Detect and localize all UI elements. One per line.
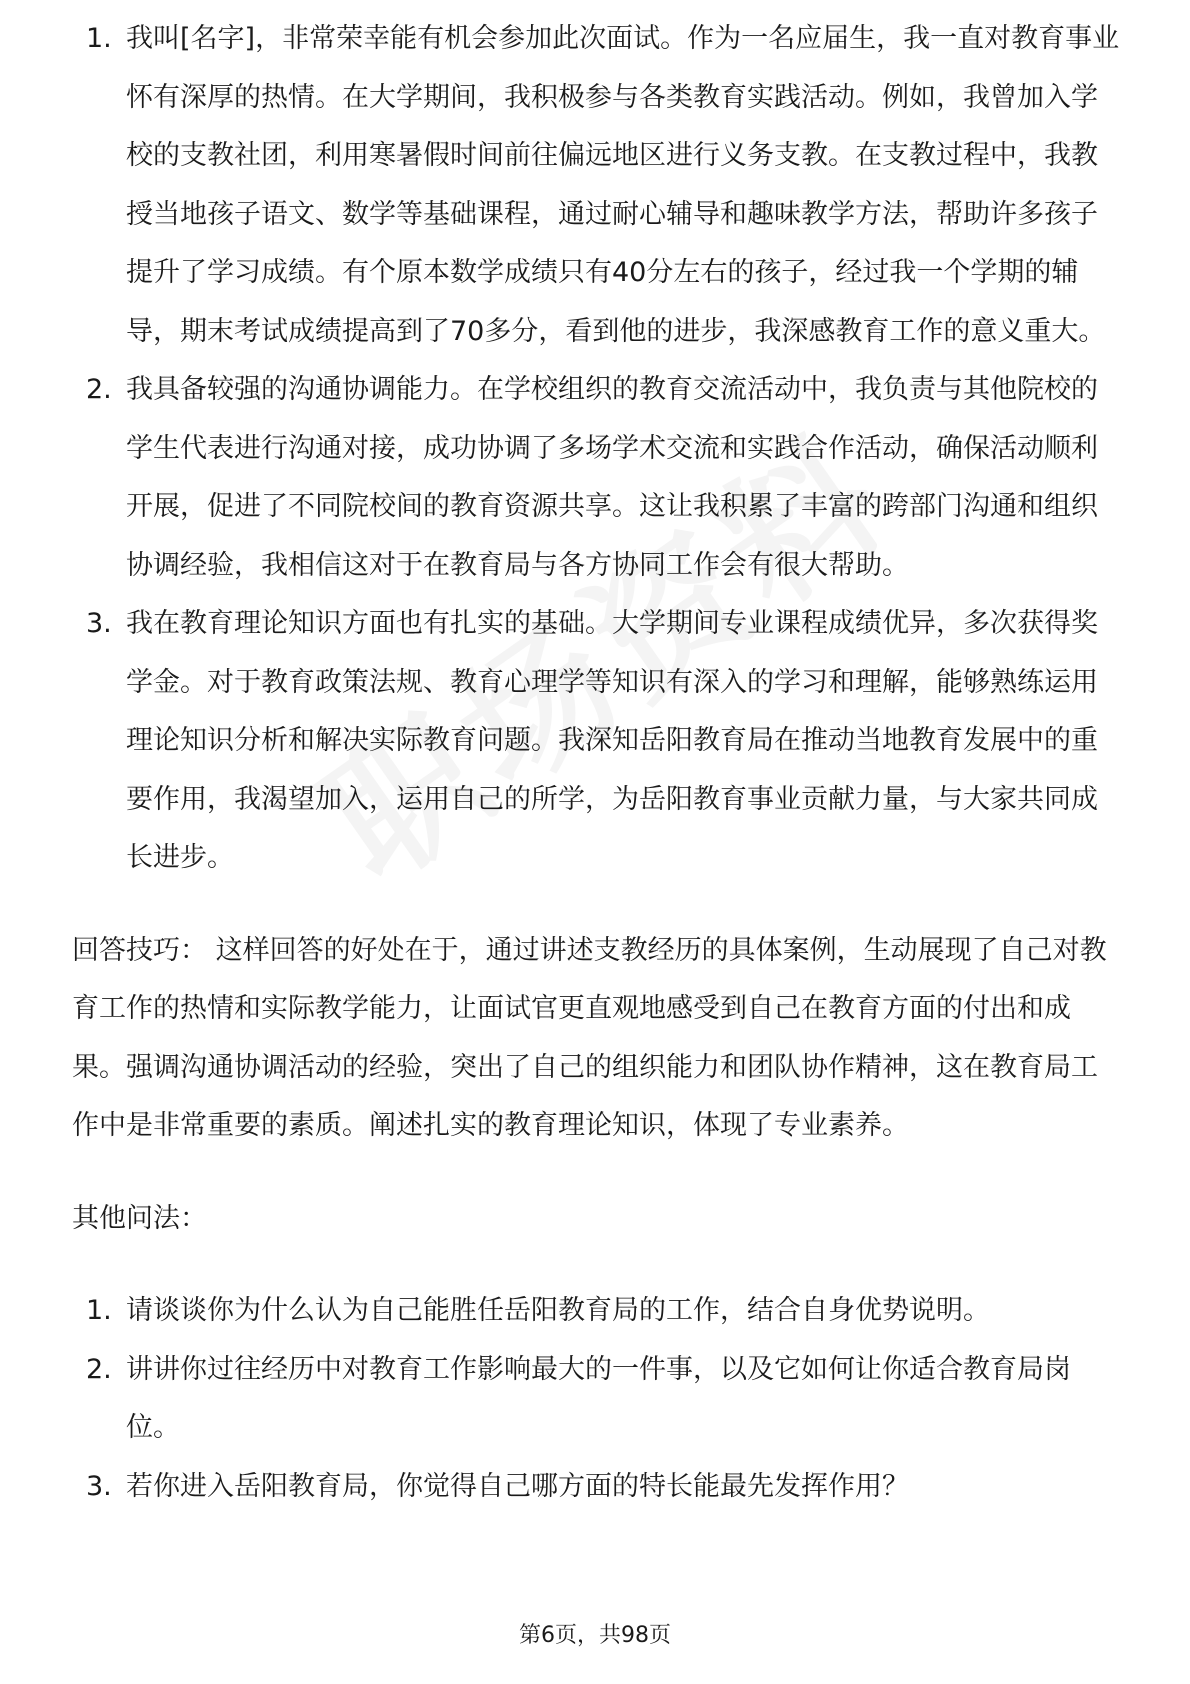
answer-item-text: 我叫[名字]，非常荣幸能有机会参加此次面试。作为一名应届生，我一直对教育事业怀有深厚的热情。在大学期间，我积极参与各类教育实践活动。例如，我曾加入学校的支教社团，利用寒暑假时间前往偏远地区进行义务支教。在支教过程中，我教授当地孩子语文、数学等基础课程，通过耐心辅导和趣味教学方法，帮助许多孩子提升了学习成绩。有个原本数学成绩只有40分左右的孩子，经过我一个学期的辅导，期末考试成绩提高到了70多分，看到他的进步，我深感教育工作的意义重大。 [126, 23, 1120, 347]
tip-label: 回答技巧： [72, 934, 207, 966]
list-number: 1. [86, 1295, 112, 1326]
question-text: 讲讲你过往经历中对教育工作影响最大的一件事，以及它如何让你适合教育局岗位。 [126, 1353, 1071, 1443]
list-number: 2. [86, 374, 112, 405]
list-number: 1. [86, 23, 112, 54]
answer-item-text: 我具备较强的沟通协调能力。在学校组织的教育交流活动中，我负责与其他院校的学生代表进行沟通对接，成功协调了多场学术交流和实践合作活动，确保活动顺利开展，促进了不同院校间的教育资源共享。这让我积累了丰富的跨部门沟通和组织协调经验，我相信这对于在教育局与各方协同工作会有很大帮助。 [126, 374, 1098, 581]
answer-item-1 [72, 10, 1122, 361]
answer-item-3 [72, 595, 1122, 888]
list-number: 2. [86, 1353, 112, 1385]
question-text: 若你进入岳阳教育局，你觉得自己哪方面的特长能最先发挥作用？ [126, 1470, 909, 1502]
list-number: 3. [86, 608, 112, 639]
answer-tip [72, 922, 1122, 1156]
answer-list [72, 10, 1122, 888]
page-content [72, 22, 1122, 1516]
other-questions-list [72, 1282, 1122, 1516]
other-questions-title: 其他问法： [72, 1202, 207, 1234]
question-item-2 [72, 1341, 1122, 1458]
answer-item-text: 我在教育理论知识方面也有扎实的基础。大学期间专业课程成绩优异，多次获得奖学金。对于教育政策法规、教育心理学等知识有深入的学习和理解，能够熟练运用理论知识分析和解决实际教育问题。我深知岳阳教育局在推动当地教育发展中的重要作用，我渴望加入，运用自己的所学，为岳阳教育事业贡献力量，与大家共同成长进步。 [126, 608, 1098, 873]
list-number: 3. [86, 1470, 112, 1502]
question-item-1 [72, 1282, 1122, 1341]
tip-text: 这样回答的好处在于，通过讲述支教经历的具体案例，生动展现了自己对教育工作的热情和实际教学能力，让面试官更直观地感受到自己在教育方面的付出和成果。强调沟通协调活动的经验，突出了自己的组织能力和团队协作精神，这在教育局工作中是非常重要的素质。阐述扎实的教育理论知识，体现了专业素养。 [72, 934, 1107, 1141]
page-number-footer: 第6页，共98页 [519, 1623, 671, 1648]
question-text: 请谈谈你为什么认为自己能胜任岳阳教育局的工作，结合自身优势说明。 [126, 1295, 990, 1326]
answer-item-2 [72, 361, 1122, 595]
question-item-3 [72, 1458, 1122, 1517]
